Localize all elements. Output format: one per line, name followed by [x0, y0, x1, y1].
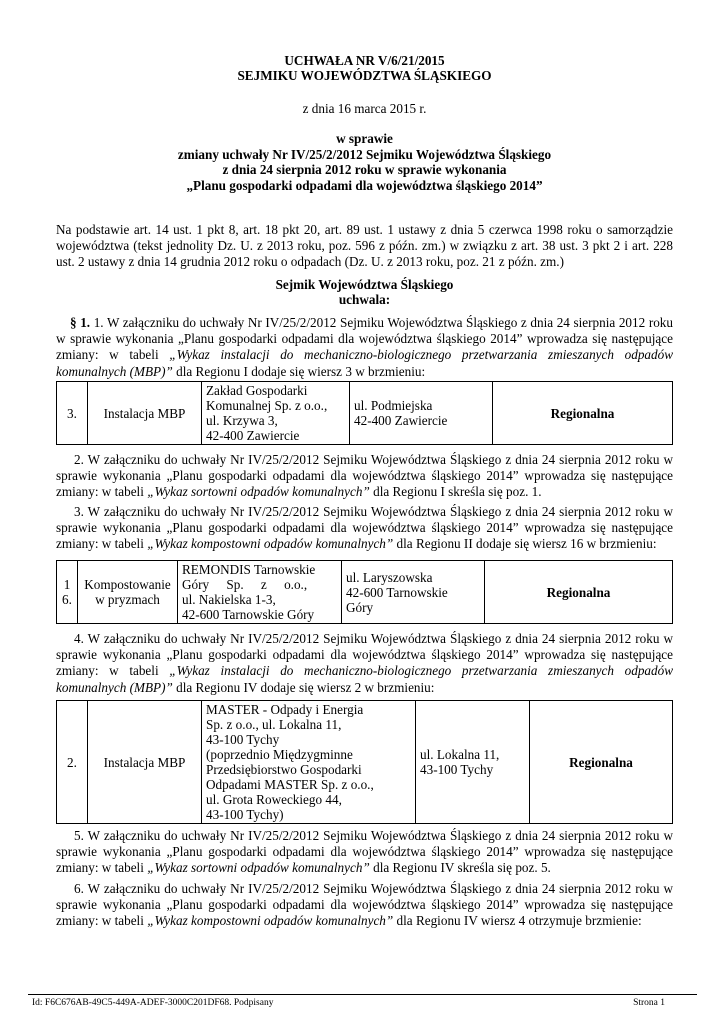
cell-no	[57, 561, 78, 624]
address-line: ul. Podmiejska	[354, 398, 433, 413]
cell-name	[202, 382, 350, 445]
table-2	[56, 560, 673, 624]
p4-italic: „Wykaz instalacji do mechaniczno-biologicznego przetwarzania zmieszanych odpadów komunalnych (MBP)”	[56, 663, 673, 695]
subject-line-2: zmiany uchwały Nr IV/25/2/2012 Sejmiku Województwa Śląskiego	[177, 146, 552, 162]
address-line: 42-400 Zawiercie	[354, 413, 448, 428]
table-3	[56, 700, 673, 824]
document-id: Id: F6C676AB-49C5-449A-ADEF-3000C201DF68. Podpisany	[32, 998, 274, 1008]
name-line: 43-100 Tychy	[206, 732, 280, 747]
cell-type: Instalacja MBP	[88, 701, 202, 824]
paragraph-3	[56, 504, 673, 553]
table-row	[57, 701, 673, 824]
p1-text-a: 1. W załączniku do uchwały Nr IV/25/2/2012 Sejmiku Województwa Śląskiego z dnia 24 sierpnia 2012 roku w sprawie wykonania „Planu gospodarki odpadami dla województwa śląskiego 2014” wprowadza się następujące zmiany: w tabeli	[56, 315, 673, 363]
name-line: Komunalnej Sp. z o.o.,	[206, 398, 328, 413]
cell-address	[350, 382, 493, 445]
address-line: 43-100 Tychy	[420, 762, 494, 777]
type-line: w pryzmach	[95, 592, 160, 607]
page-number: Strona 1	[633, 998, 665, 1008]
p1-text-b: dla Regionu I dodaje się wiersz 3 w brzmieniu:	[172, 363, 426, 379]
address-line: ul. Laryszowska	[346, 569, 433, 585]
p6-text-a: 6. W załączniku do uchwały Nr IV/25/2/2012 Sejmiku Województwa Śląskiego z dnia 24 sierpnia 2012 roku w sprawie wykonania „Planu gospodarki odpadami dla województwa śląskiego 2014” wprowadza się następujące zmiany: w tabeli	[56, 881, 673, 929]
uchwala-line: uchwala:	[338, 292, 391, 307]
table-row	[57, 382, 673, 445]
p5-italic: „Wykaz sortowni odpadów komunalnych”	[147, 860, 370, 876]
p3-text-a: 3. W załączniku do uchwały Nr IV/25/2/2012 Sejmiku Województwa Śląskiego z dnia 24 sierpnia 2012 roku w sprawie wykonania „Planu gospodarki odpadami dla województwa śląskiego 2014” wprowadza się następujące zmiany: w tabeli	[56, 504, 673, 552]
p2-text-b: dla Regionu I skreśla się poz. 1.	[369, 484, 542, 500]
p2-text-a: 2. W załączniku do uchwały Nr IV/25/2/2012 Sejmiku Województwa Śląskiego z dnia 24 sierpnia 2012 roku w sprawie wykonania „Planu gospodarki odpadami dla województwa śląskiego 2014” wprowadza się następujące zmiany: w tabeli	[56, 452, 673, 500]
document-subject	[56, 131, 673, 193]
section-mark: § 1.	[70, 315, 91, 330]
p2-italic: „Wykaz sortowni odpadów komunalnych”	[147, 484, 370, 500]
paragraph-6	[56, 881, 673, 930]
cell-name	[202, 701, 416, 824]
no-line: 1	[63, 577, 71, 592]
p4-text-b: dla Regionu IV dodaje się wiersz 2 w brzmieniu:	[172, 679, 435, 695]
name-line: 42-600 Tarnowskie Góry	[182, 607, 315, 622]
p3-italic: „Wykaz kompostowni odpadów komunalnych”	[147, 536, 394, 552]
name-line: Przedsiębiorstwo Gospodarki	[206, 762, 362, 777]
title-line-1: UCHWAŁA NR V/6/21/2015	[284, 53, 445, 68]
name-line: 43-100 Tychy)	[206, 807, 284, 822]
no-line: 6.	[62, 592, 72, 607]
table-1	[56, 381, 673, 445]
cell-type	[78, 561, 178, 624]
address-line: Góry	[346, 599, 374, 615]
cell-scope: Regionalna	[485, 561, 673, 624]
table-row	[57, 561, 673, 624]
name-line: (poprzednio Międzygminne	[206, 747, 353, 762]
cell-address	[342, 561, 485, 624]
p4-text-a: 4. W załączniku do uchwały Nr IV/25/2/2012 Sejmiku Województwa Śląskiego z dnia 24 sierpnia 2012 roku w sprawie wykonania „Planu gospodarki odpadami dla województwa śląskiego 2014” wprowadza się następujące zmiany: w tabeli	[56, 631, 673, 679]
name-line: ul. Nakielska 1-3,	[182, 592, 276, 607]
document-title	[56, 53, 673, 83]
footer-divider	[28, 994, 697, 995]
p5-text-b: dla Regionu IV skreśla się poz. 5.	[369, 860, 551, 876]
cell-name	[178, 561, 342, 624]
cell-type: Instalacja MBP	[88, 382, 202, 445]
document-date: z dnia 16 marca 2015 r.	[302, 101, 427, 116]
name-line: REMONDIS Tarnowskie	[182, 562, 316, 577]
paragraph-4	[56, 631, 673, 696]
name-line: ul. Krzywa 3,	[206, 413, 278, 428]
name-line: Odpadami MASTER Sp. z o.o.,	[206, 777, 374, 792]
name-line: Zakład Gospodarki	[206, 383, 308, 398]
p1-italic: „Wykaz instalacji do mechaniczno-biologicznego przetwarzania zmieszanych odpadów komunalnych (MBP)”	[56, 347, 673, 379]
address-line: ul. Lokalna 11,	[420, 747, 500, 762]
title-line-2: SEJMIKU WOJEWÓDZTWA ŚLĄSKIEGO	[237, 68, 492, 83]
address-line: 42-600 Tarnowskie	[346, 584, 448, 600]
p6-text-b: dla Regionu IV wiersz 4 otrzymuje brzmienie:	[393, 913, 642, 929]
p6-italic: „Wykaz kompostowni odpadów komunalnych”	[147, 913, 394, 929]
name-line: 42-400 Zawiercie	[206, 428, 300, 443]
cell-scope: Regionalna	[530, 701, 673, 824]
type-line: Kompostowanie	[84, 577, 171, 592]
subject-line-3: z dnia 24 sierpnia 2012 roku w sprawie wykonania	[222, 162, 507, 178]
name-line: ul. Grota Roweckiego 44,	[206, 792, 342, 807]
p3-text-b: dla Regionu II dodaje się wiersz 16 w brzmieniu:	[393, 536, 657, 552]
sejmik-line: Sejmik Województwa Śląskiego	[275, 277, 454, 292]
paragraph-2	[56, 452, 673, 501]
resolves-heading	[56, 277, 673, 307]
name-line: Sp. z o.o., ul. Lokalna 11,	[206, 717, 342, 732]
paragraph-5	[56, 828, 673, 877]
p5-text-a: 5. W załączniku do uchwały Nr IV/25/2/2012 Sejmiku Województwa Śląskiego z dnia 24 sierpnia 2012 roku w sprawie wykonania „Planu gospodarki odpadami dla województwa śląskiego 2014” wprowadza się następujące zmiany: w tabeli	[56, 828, 673, 876]
legal-basis: Na podstawie art. 14 ust. 1 pkt 8, art. 18 pkt 20, art. 89 ust. 1 ustawy z dnia 5 czerwca 1998 roku o samorządzie województwa (tekst jednolity Dz. U. z 2013 roku, poz. 596 z późn. zm.) w związku z art. 38 ust. 3 pkt 2 i art. 228 ust. 2 ustawy z dnia 14 grudnia 2012 roku o odpadach (Dz. U. z 2013 roku, poz. 21 z późn. zm.)	[56, 222, 673, 270]
cell-no: 2.	[57, 701, 88, 824]
cell-scope: Regionalna	[493, 382, 673, 445]
subject-line-4: „Planu gospodarki odpadami dla województwa śląskiego 2014”	[186, 177, 543, 193]
cell-no: 3.	[57, 382, 88, 445]
name-line: MASTER - Odpady i Energia	[206, 702, 364, 717]
subject-line-1: w sprawie	[336, 131, 393, 146]
name-line: Góry Sp. z o.o.,	[182, 577, 308, 592]
paragraph-1	[56, 315, 673, 380]
cell-address	[416, 701, 530, 824]
